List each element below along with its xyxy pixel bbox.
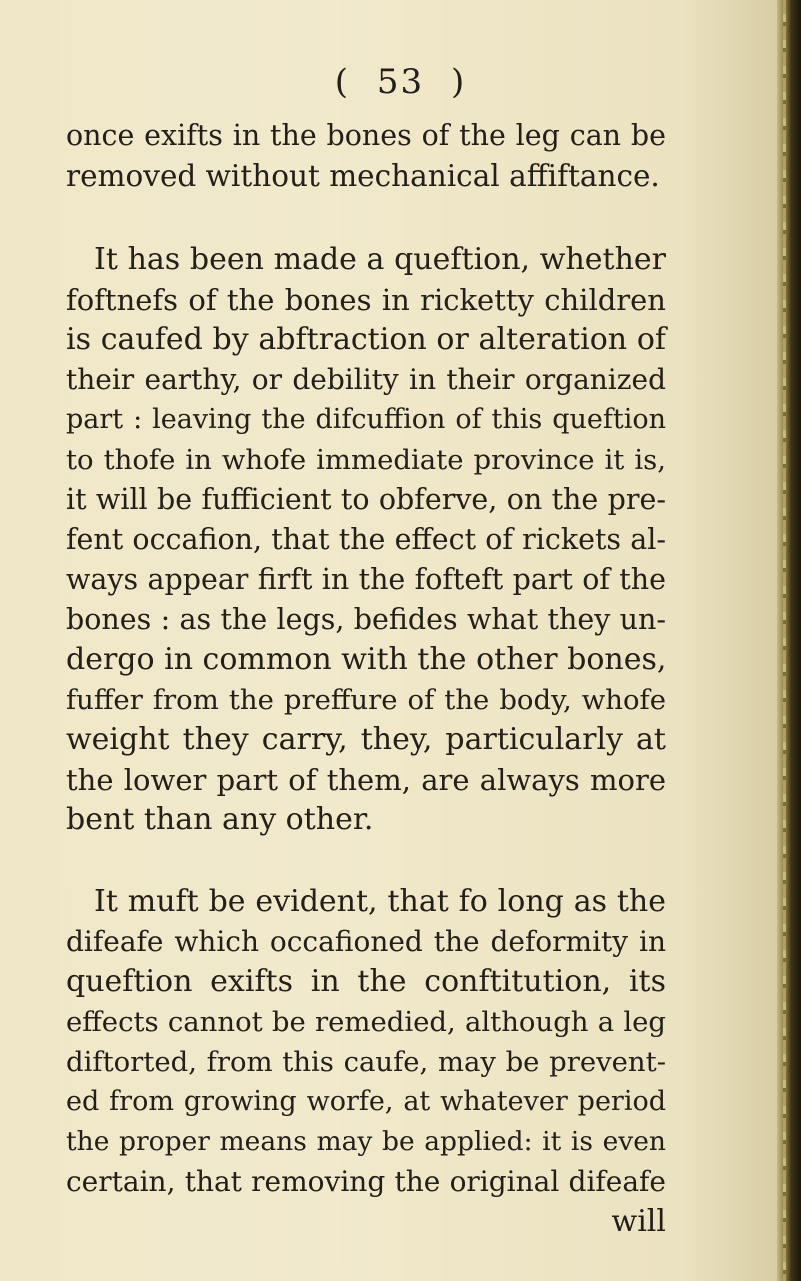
text-line: is caufed by abftraction or alteration of xyxy=(66,322,666,357)
text-line: the proper means may be applied: it is even xyxy=(66,1126,666,1157)
text-line: part : leaving the difcuffion of this queftion xyxy=(66,404,666,435)
text-line: It muft be evident, that fo long as the xyxy=(94,884,666,919)
book-spine-edge xyxy=(777,0,801,1281)
text-line: it will be fufficient to obferve, on the pre- xyxy=(66,483,666,516)
text-line: bones : as the legs, befides what they un- xyxy=(66,603,666,636)
text-line: foftnefs of the bones in ricketty children xyxy=(66,283,666,317)
text-line: fent occafion, that the effect of rickets al- xyxy=(66,523,666,556)
text-line: It has been made a queftion, whether xyxy=(94,242,666,277)
text-line: the lower part of them, are always more xyxy=(66,763,666,797)
catchword: will xyxy=(611,1204,666,1239)
text-line: their earthy, or debility in their organized xyxy=(66,363,666,396)
header-close-paren: ) xyxy=(450,62,467,102)
text-line: dergo in common with the other bones, xyxy=(66,642,667,677)
text-line: fuffer from the preffure of the body, whofe xyxy=(66,684,666,716)
text-line: bent than any other. xyxy=(66,802,374,837)
text-line: weight they carry, they, particularly at xyxy=(66,722,666,757)
header-open-paren: ( xyxy=(334,62,351,102)
text-line: effects cannot be remedied, although a leg xyxy=(66,1006,666,1038)
text-line: queftion exifts in the conftitution, its xyxy=(66,964,666,999)
text-line: removed without mechanical affiftance. xyxy=(66,159,660,193)
text-line: to thofe in whofe immediate province it is, xyxy=(66,444,666,476)
text-line: ed from growing worfe, at whatever period xyxy=(66,1086,666,1117)
text-line: once exifts in the bones of the leg can be xyxy=(66,119,666,152)
text-line: ways appear firft in the fofteft part of the xyxy=(66,563,666,596)
text-line: difeafe which occafioned the deformity in xyxy=(66,925,666,958)
page-header xyxy=(0,62,801,102)
text-line: diftorted, from this caufe, may be prevent- xyxy=(66,1046,666,1078)
text-line: certain, that removing the original difeafe xyxy=(66,1165,666,1198)
page-number: 53 xyxy=(376,62,425,102)
